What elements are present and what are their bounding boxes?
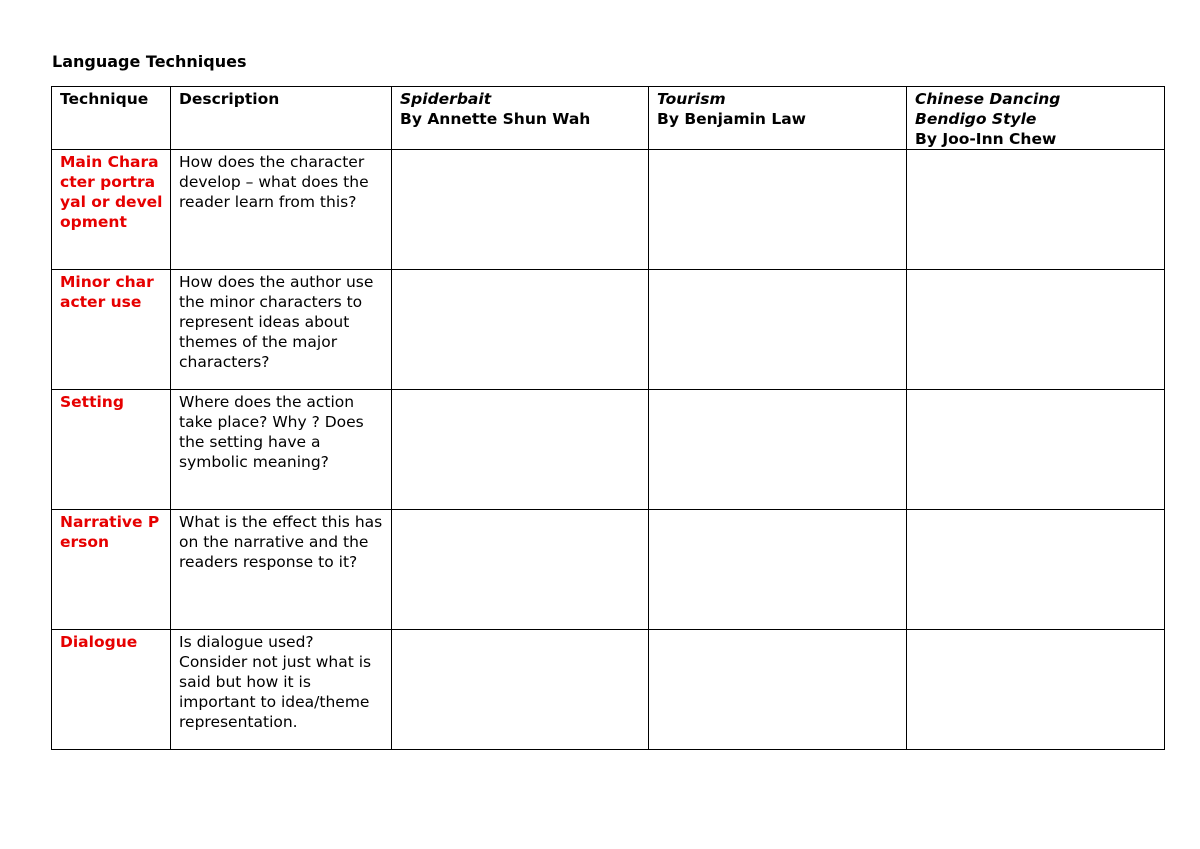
technique-cell (52, 390, 171, 510)
book-title: Spiderbait (400, 90, 492, 108)
description-cell (171, 390, 392, 510)
answer-cell-chinese-dancing[interactable] (907, 510, 1165, 630)
answer-cell-spiderbait[interactable] (392, 150, 649, 270)
book-author: By Benjamin Law (657, 110, 806, 128)
book-author: By Annette Shun Wah (400, 110, 591, 128)
header-book-tourism (649, 87, 907, 150)
header-book-spiderbait (392, 87, 649, 150)
answer-cell-tourism[interactable] (649, 270, 907, 390)
technique-cell (52, 630, 171, 750)
technique-label: Narrative Person (60, 513, 160, 551)
header-book-chinese-dancing (907, 87, 1165, 150)
header-technique (52, 87, 171, 150)
language-techniques-table (51, 86, 1165, 750)
table-header-row (52, 87, 1165, 150)
answer-cell-tourism[interactable] (649, 630, 907, 750)
description-cell (171, 150, 392, 270)
answer-cell-spiderbait[interactable] (392, 270, 649, 390)
table-row (52, 630, 1165, 750)
answer-cell-tourism[interactable] (649, 510, 907, 630)
description-cell (171, 270, 392, 390)
technique-label: Main Character portrayal or development (60, 153, 163, 231)
header-description (171, 87, 392, 150)
book-title: Tourism (657, 90, 726, 108)
technique-description: How does the author use the minor characters to represent ideas about themes of the major characters? (179, 273, 374, 371)
answer-cell-spiderbait[interactable] (392, 390, 649, 510)
technique-cell (52, 510, 171, 630)
answer-cell-tourism[interactable] (649, 390, 907, 510)
book-title: Chinese Dancing (915, 90, 1061, 108)
answer-cell-chinese-dancing[interactable] (907, 270, 1165, 390)
book-title: Bendigo Style (915, 110, 1037, 128)
technique-label: Dialogue (60, 633, 138, 651)
answer-cell-tourism[interactable] (649, 150, 907, 270)
answer-cell-spiderbait[interactable] (392, 630, 649, 750)
technique-description: Where does the action take place? Why ? Does the setting have a symbolic meaning? (179, 393, 364, 471)
technique-description: How does the character develop – what does the reader learn from this? (179, 153, 369, 211)
book-author: By Joo-Inn Chew (915, 130, 1057, 148)
header-technique-label: Technique (60, 90, 149, 108)
answer-cell-chinese-dancing[interactable] (907, 630, 1165, 750)
table-row (52, 390, 1165, 510)
technique-description: What is the effect this has on the narrative and the readers response to it? (179, 513, 383, 571)
answer-cell-chinese-dancing[interactable] (907, 390, 1165, 510)
table-row (52, 510, 1165, 630)
technique-label: Setting (60, 393, 124, 411)
technique-description: Is dialogue used? Consider not just what is said but how it is important to idea/theme representation. (179, 633, 372, 731)
document-title: Language Techniques (52, 52, 247, 71)
description-cell (171, 630, 392, 750)
description-cell (171, 510, 392, 630)
technique-cell (52, 150, 171, 270)
answer-cell-spiderbait[interactable] (392, 510, 649, 630)
answer-cell-chinese-dancing[interactable] (907, 150, 1165, 270)
table-row (52, 150, 1165, 270)
technique-cell (52, 270, 171, 390)
header-description-label: Description (179, 90, 280, 108)
technique-label: Minor character use (60, 273, 154, 311)
table-row (52, 270, 1165, 390)
